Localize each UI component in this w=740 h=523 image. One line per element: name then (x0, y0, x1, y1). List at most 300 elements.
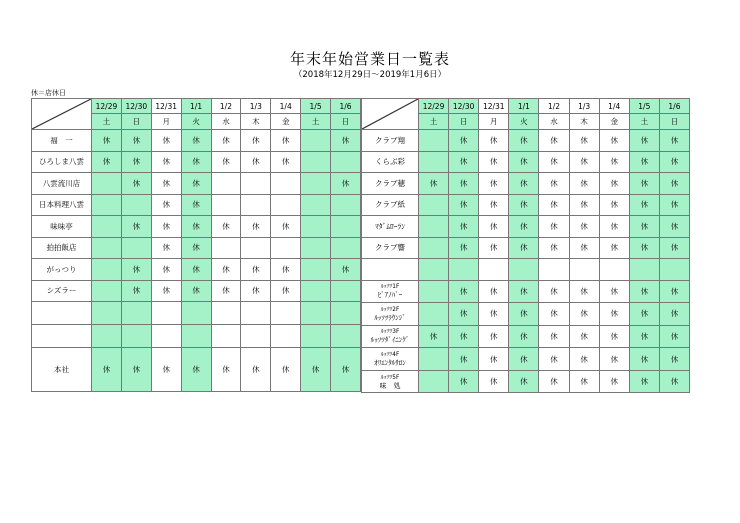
weekday-header: 日 (659, 114, 689, 130)
store-name-cell: ﾏﾀﾞﾑﾛｰﾗﾝ (362, 216, 419, 238)
store-name: 味 処 (379, 381, 401, 390)
closed-day-cell: 休 (151, 173, 181, 195)
closed-day-cell: 休 (509, 173, 539, 195)
closed-day-cell: 休 (599, 194, 629, 216)
closed-day-cell: 休 (479, 130, 509, 152)
closed-day-cell (181, 302, 211, 325)
table-row (362, 151, 690, 173)
closed-day-cell: 休 (479, 370, 509, 393)
closed-day-cell (271, 194, 301, 216)
date-header: 12/29 (92, 99, 122, 114)
date-header: 1/1 (509, 99, 539, 114)
store-name: ﾙｯｿﾂﾗｳﾝｼﾞ (374, 313, 406, 322)
store-name-cell: クラブ響 (362, 237, 419, 259)
weekday-header: 日 (331, 114, 361, 130)
table-row (362, 259, 690, 281)
closed-day-cell: 休 (121, 130, 151, 152)
closed-day-cell (301, 151, 331, 173)
closed-day-cell (211, 325, 241, 348)
closed-day-cell: 休 (449, 348, 479, 371)
closed-day-cell (92, 259, 122, 281)
table-row (32, 237, 361, 259)
table-row (32, 173, 361, 195)
closed-day-cell: 休 (629, 325, 659, 348)
store-name-cell (362, 303, 419, 326)
closed-day-cell: 休 (599, 303, 629, 326)
header-corner-cell (32, 99, 92, 130)
closed-day-cell: 休 (629, 370, 659, 393)
closed-day-cell (92, 194, 122, 216)
closed-day-cell (331, 325, 361, 348)
table-row (362, 237, 690, 259)
closed-day-cell (121, 194, 151, 216)
weekday-header: 木 (241, 114, 271, 130)
closed-day-cell (241, 325, 271, 348)
closed-day-cell: 休 (151, 130, 181, 152)
closed-day-cell (301, 194, 331, 216)
header-corner-cell (362, 99, 419, 130)
closed-day-cell: 休 (151, 151, 181, 173)
closed-day-cell: 休 (629, 237, 659, 259)
closed-day-cell: 休 (241, 348, 271, 392)
table-row (362, 173, 690, 195)
closed-day-cell (331, 216, 361, 238)
table-row (32, 302, 361, 325)
closed-day-cell (659, 259, 689, 281)
store-name-cell: 八雲流川店 (32, 173, 92, 195)
closed-day-cell: 休 (271, 130, 301, 152)
table-row (362, 325, 690, 348)
weekday-header: 火 (181, 114, 211, 130)
closed-day-cell: 休 (479, 348, 509, 371)
closed-day-cell (301, 130, 331, 152)
table-row (362, 194, 690, 216)
closed-day-cell (121, 237, 151, 259)
table-row (362, 216, 690, 238)
closed-day-cell: 休 (569, 303, 599, 326)
closed-day-cell: 休 (121, 151, 151, 173)
weekday-header: 土 (301, 114, 331, 130)
closed-day-cell: 休 (539, 194, 569, 216)
closed-day-cell: 休 (92, 348, 122, 392)
closed-day-cell: 休 (659, 303, 689, 326)
closed-day-cell: 休 (449, 325, 479, 348)
closed-day-cell: 休 (151, 216, 181, 238)
table-row (32, 348, 361, 392)
closed-day-cell (301, 259, 331, 281)
closed-day-cell: 休 (659, 237, 689, 259)
closed-day-cell (419, 194, 449, 216)
closed-day-cell (92, 302, 122, 325)
closed-day-cell (569, 259, 599, 281)
closed-day-cell (419, 237, 449, 259)
table-row (32, 325, 361, 348)
closed-day-cell: 休 (121, 280, 151, 302)
closed-day-cell: 休 (599, 237, 629, 259)
closed-day-cell: 休 (271, 151, 301, 173)
closed-day-cell (271, 237, 301, 259)
closed-day-cell: 休 (151, 280, 181, 302)
closed-day-cell: 休 (599, 325, 629, 348)
closed-day-cell: 休 (629, 348, 659, 371)
weekday-header: 金 (599, 114, 629, 130)
closed-day-cell (629, 259, 659, 281)
closed-day-cell: 休 (181, 151, 211, 173)
store-name-cell (362, 325, 419, 348)
closed-day-cell: 休 (569, 194, 599, 216)
closed-day-cell: 休 (449, 216, 479, 238)
weekday-header: 水 (539, 114, 569, 130)
closed-day-cell: 休 (449, 280, 479, 303)
date-range-subtitle: （2018年12月29日～2019年1月6日） (293, 70, 447, 80)
closed-day-cell (151, 325, 181, 348)
date-header: 1/4 (271, 99, 301, 114)
store-name-cell: クラブ翔 (362, 130, 419, 152)
closed-day-cell: 休 (539, 237, 569, 259)
closed-day-cell: 休 (599, 151, 629, 173)
closed-day-cell (301, 216, 331, 238)
closed-day-cell (331, 280, 361, 302)
closed-day-cell: 休 (301, 348, 331, 392)
closed-day-cell (92, 237, 122, 259)
closed-day-cell: 休 (271, 348, 301, 392)
closed-day-cell: 休 (479, 280, 509, 303)
closed-day-cell: 休 (659, 348, 689, 371)
closed-day-cell: 休 (241, 259, 271, 281)
closed-day-cell: 休 (539, 325, 569, 348)
closed-day-cell: 休 (121, 173, 151, 195)
date-header: 1/3 (241, 99, 271, 114)
closed-day-cell: 休 (539, 130, 569, 152)
weekday-header: 土 (629, 114, 659, 130)
page-title: 年末年始営業日一覧表 (289, 50, 450, 68)
closed-day-cell: 休 (629, 303, 659, 326)
closed-day-cell: 休 (449, 237, 479, 259)
table-row (362, 303, 690, 326)
store-name-cell: 味味亭 (32, 216, 92, 238)
closed-day-cell: 休 (241, 130, 271, 152)
closed-day-cell (211, 302, 241, 325)
closed-day-cell: 休 (539, 348, 569, 371)
closed-day-cell (301, 173, 331, 195)
closed-day-cell: 休 (181, 348, 211, 392)
closed-day-cell: 休 (629, 216, 659, 238)
closed-day-cell: 休 (629, 173, 659, 195)
date-header: 1/3 (569, 99, 599, 114)
table-row (32, 194, 361, 216)
closed-day-cell: 休 (211, 216, 241, 238)
closed-day-cell: 休 (449, 303, 479, 326)
closed-day-cell: 休 (509, 151, 539, 173)
store-name-cell: 日本料理八雲 (32, 194, 92, 216)
closed-day-cell: 休 (509, 348, 539, 371)
closed-day-cell: 休 (479, 151, 509, 173)
weekday-header: 日 (121, 114, 151, 130)
closed-day-cell: 休 (331, 348, 361, 392)
store-floor-label: ﾙｯｿﾂ4F (380, 352, 400, 359)
closed-day-cell (331, 302, 361, 325)
closed-day-cell: 休 (479, 194, 509, 216)
closed-day-cell: 休 (659, 280, 689, 303)
closed-day-cell (419, 370, 449, 393)
date-header: 1/4 (599, 99, 629, 114)
closed-day-cell: 休 (449, 173, 479, 195)
closed-day-cell: 休 (569, 370, 599, 393)
closed-day-cell: 休 (241, 280, 271, 302)
date-header: 1/2 (211, 99, 241, 114)
table-row (32, 259, 361, 281)
closed-day-cell: 休 (331, 259, 361, 281)
closed-day-cell: 休 (539, 303, 569, 326)
closed-day-cell: 休 (449, 151, 479, 173)
closed-day-cell (509, 259, 539, 281)
date-header: 12/31 (151, 99, 181, 114)
closed-day-cell: 休 (211, 259, 241, 281)
table-row (32, 280, 361, 302)
closed-day-cell: 休 (181, 259, 211, 281)
closed-day-cell (331, 194, 361, 216)
table-row (362, 130, 690, 152)
closed-day-cell: 休 (449, 194, 479, 216)
closed-day-cell (419, 151, 449, 173)
table-row (32, 151, 361, 173)
closed-day-cell: 休 (211, 280, 241, 302)
closed-day-cell: 休 (569, 151, 599, 173)
closed-day-cell (92, 216, 122, 238)
date-header: 12/30 (449, 99, 479, 114)
closed-day-cell: 休 (539, 370, 569, 393)
closed-day-cell: 休 (181, 194, 211, 216)
closed-day-cell: 休 (659, 194, 689, 216)
closed-day-cell: 休 (331, 173, 361, 195)
closed-day-cell: 休 (569, 348, 599, 371)
weekday-header: 月 (479, 114, 509, 130)
closed-day-cell: 休 (211, 130, 241, 152)
closed-day-cell (121, 325, 151, 348)
closed-day-cell: 休 (629, 130, 659, 152)
closed-day-cell: 休 (181, 173, 211, 195)
closed-day-cell: 休 (121, 348, 151, 392)
weekday-header: 火 (509, 114, 539, 130)
closed-day-cell (301, 302, 331, 325)
date-header: 1/5 (629, 99, 659, 114)
date-header: 12/31 (479, 99, 509, 114)
table-row (32, 130, 361, 152)
left-schedule-table (31, 98, 361, 392)
closed-day-cell: 休 (659, 325, 689, 348)
closed-day-cell: 休 (181, 237, 211, 259)
closed-day-cell: 休 (569, 130, 599, 152)
closed-day-cell (151, 302, 181, 325)
closed-day-cell (419, 216, 449, 238)
weekday-header: 土 (419, 114, 449, 130)
store-name: ｵﾘｴﾝﾀﾙｻﾛﾝ (374, 359, 406, 368)
closed-day-cell (271, 325, 301, 348)
closed-day-cell (211, 237, 241, 259)
closed-day-cell (419, 303, 449, 326)
date-header: 1/6 (331, 99, 361, 114)
closed-day-cell: 休 (92, 151, 122, 173)
store-name-cell: クラブ穂 (362, 173, 419, 195)
closed-day-cell: 休 (151, 237, 181, 259)
date-header: 1/1 (181, 99, 211, 114)
closed-day-cell (301, 280, 331, 302)
store-name-cell: 本社 (32, 348, 92, 392)
date-header: 1/6 (659, 99, 689, 114)
closed-day-cell (271, 173, 301, 195)
closed-day-cell: 休 (479, 325, 509, 348)
closed-day-cell: 休 (539, 151, 569, 173)
date-header: 12/30 (121, 99, 151, 114)
closed-day-cell: 休 (211, 348, 241, 392)
store-floor-label: ﾙｯｿﾂ3F (380, 329, 400, 336)
closed-day-cell: 休 (569, 325, 599, 348)
closed-day-cell: 休 (479, 303, 509, 326)
closed-day-cell (479, 259, 509, 281)
store-name: ﾙｯｿﾂﾀﾞｲﾆﾝｸﾞ (370, 336, 410, 345)
store-name-cell (362, 259, 419, 281)
closed-day-cell: 休 (569, 237, 599, 259)
store-name-cell: クラブ紙 (362, 194, 419, 216)
closed-day-cell (301, 237, 331, 259)
store-name: ﾋﾟｱﾉﾊﾞｰ (377, 291, 403, 300)
closed-day-cell: 休 (599, 130, 629, 152)
closed-day-cell (241, 194, 271, 216)
closed-day-cell (419, 259, 449, 281)
closed-day-cell: 休 (659, 130, 689, 152)
closed-day-cell: 休 (479, 173, 509, 195)
store-name-cell: 福 一 (32, 130, 92, 152)
store-floor-label: ﾙｯｿﾂ1F (380, 284, 400, 291)
store-name-cell: 拍拍飯店 (32, 237, 92, 259)
closed-day-cell (211, 194, 241, 216)
closed-day-cell: 休 (151, 194, 181, 216)
closed-day-cell (92, 280, 122, 302)
closed-day-cell: 休 (449, 370, 479, 393)
closed-day-cell: 休 (509, 370, 539, 393)
closed-day-cell: 休 (569, 216, 599, 238)
closed-day-cell: 休 (659, 370, 689, 393)
legend-note: 休＝店休日 (31, 89, 66, 97)
closed-day-cell (331, 151, 361, 173)
closed-day-cell: 休 (599, 280, 629, 303)
date-header: 1/2 (539, 99, 569, 114)
closed-day-cell: 休 (331, 130, 361, 152)
closed-day-cell: 休 (509, 280, 539, 303)
closed-day-cell: 休 (181, 216, 211, 238)
weekday-header: 日 (449, 114, 479, 130)
store-name-cell: シズラー (32, 280, 92, 302)
table-row (362, 348, 690, 371)
closed-day-cell: 休 (181, 130, 211, 152)
closed-day-cell (599, 259, 629, 281)
closed-day-cell (419, 130, 449, 152)
closed-day-cell: 休 (151, 259, 181, 281)
date-header: 1/5 (301, 99, 331, 114)
closed-day-cell: 休 (479, 237, 509, 259)
closed-day-cell: 休 (659, 173, 689, 195)
table-row (32, 216, 361, 238)
closed-day-cell: 休 (419, 173, 449, 195)
closed-day-cell: 休 (271, 259, 301, 281)
closed-day-cell (211, 173, 241, 195)
closed-day-cell (301, 325, 331, 348)
closed-day-cell: 休 (92, 130, 122, 152)
closed-day-cell (181, 325, 211, 348)
right-schedule-table (361, 98, 690, 393)
weekday-header: 金 (271, 114, 301, 130)
store-name-cell: がっつり (32, 259, 92, 281)
closed-day-cell: 休 (271, 280, 301, 302)
store-name-cell (362, 370, 419, 393)
date-header: 12/29 (419, 99, 449, 114)
store-name-cell: ひろしま八雲 (32, 151, 92, 173)
closed-day-cell: 休 (509, 237, 539, 259)
closed-day-cell: 休 (569, 280, 599, 303)
closed-day-cell: 休 (659, 151, 689, 173)
closed-day-cell: 休 (241, 216, 271, 238)
store-floor-label: ﾙｯｿﾂ5F (380, 374, 400, 381)
closed-day-cell: 休 (479, 216, 509, 238)
closed-day-cell: 休 (211, 151, 241, 173)
closed-day-cell: 休 (509, 194, 539, 216)
closed-day-cell (271, 302, 301, 325)
weekday-header: 水 (211, 114, 241, 130)
closed-day-cell: 休 (659, 216, 689, 238)
closed-day-cell: 休 (539, 173, 569, 195)
closed-day-cell: 休 (599, 173, 629, 195)
closed-day-cell: 休 (509, 130, 539, 152)
closed-day-cell: 休 (599, 370, 629, 393)
closed-day-cell: 休 (509, 303, 539, 326)
closed-day-cell (241, 173, 271, 195)
closed-day-cell (419, 280, 449, 303)
closed-day-cell: 休 (449, 130, 479, 152)
closed-day-cell: 休 (539, 216, 569, 238)
closed-day-cell: 休 (629, 194, 659, 216)
closed-day-cell (449, 259, 479, 281)
table-row (362, 280, 690, 303)
table-row (362, 370, 690, 393)
closed-day-cell (121, 302, 151, 325)
store-floor-label: ﾙｯｿﾂ2F (380, 306, 400, 313)
closed-day-cell (241, 302, 271, 325)
closed-day-cell: 休 (509, 325, 539, 348)
store-name-cell (362, 348, 419, 371)
closed-day-cell: 休 (181, 280, 211, 302)
closed-day-cell (419, 348, 449, 371)
closed-day-cell: 休 (509, 216, 539, 238)
closed-day-cell (92, 325, 122, 348)
store-name-cell (362, 280, 419, 303)
closed-day-cell: 休 (629, 151, 659, 173)
weekday-header: 木 (569, 114, 599, 130)
closed-day-cell: 休 (569, 173, 599, 195)
closed-day-cell: 休 (539, 280, 569, 303)
weekday-header: 土 (92, 114, 122, 130)
closed-day-cell: 休 (151, 348, 181, 392)
closed-day-cell (539, 259, 569, 281)
closed-day-cell (241, 237, 271, 259)
closed-day-cell (331, 237, 361, 259)
closed-day-cell: 休 (629, 280, 659, 303)
closed-day-cell: 休 (419, 325, 449, 348)
store-name-cell (32, 325, 92, 348)
store-name-cell (32, 302, 92, 325)
closed-day-cell (92, 173, 122, 195)
closed-day-cell: 休 (121, 259, 151, 281)
weekday-header: 月 (151, 114, 181, 130)
